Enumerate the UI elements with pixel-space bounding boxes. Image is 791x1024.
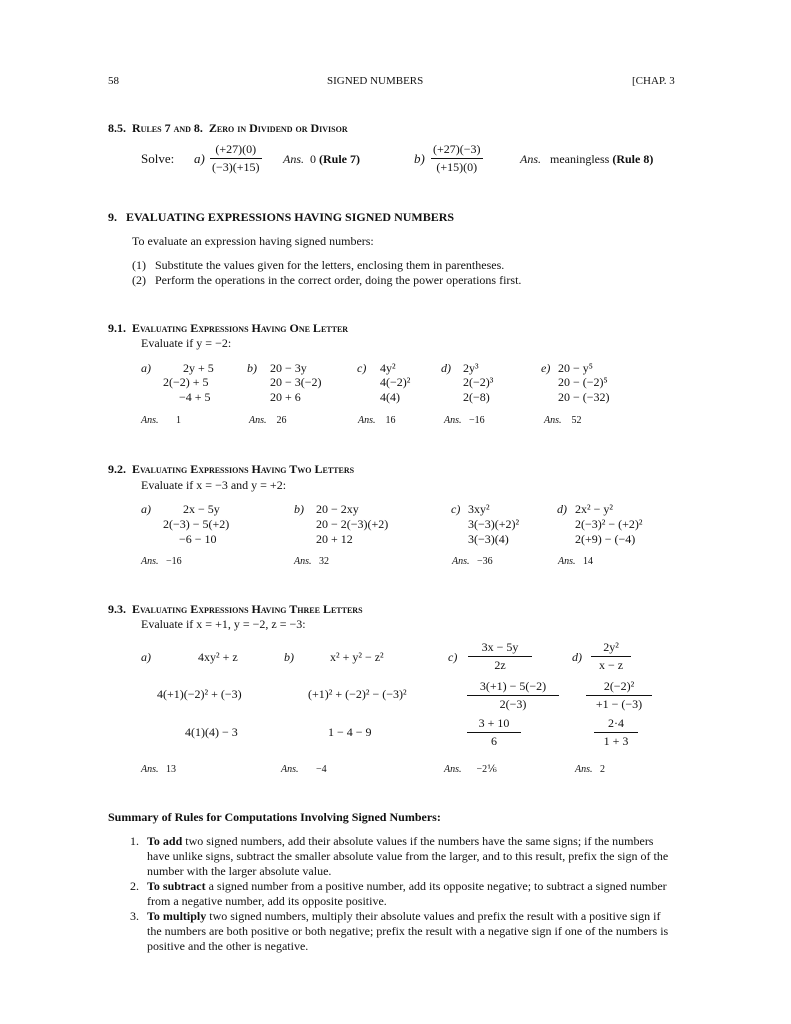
expr-line-3: 2(+9) − (−4)	[575, 532, 636, 546]
answer: Ans. 26	[249, 415, 287, 426]
expr-line-3: 1 − 4 − 9	[328, 725, 372, 739]
expr-line-2: 20 − 2(−3)(+2)	[316, 517, 389, 531]
expr-line-1: 2y³	[463, 361, 479, 375]
expr-line-1: 20 − 2xy	[316, 502, 359, 516]
expr-line-2: (+1)² + (−2)² − (−3)²	[308, 687, 407, 701]
fraction-d2: $\frac{\text{2(−2)²}}{+1 - (-3)}$	[586, 679, 652, 712]
expr-line-1: 20 − 3y	[270, 361, 307, 375]
expr-line-1: 20 − y⁵	[558, 361, 593, 375]
running-title: SIGNED NUMBERS	[327, 75, 424, 87]
answer: Ans. 14	[558, 556, 593, 567]
expr-line-2: 4(+1)(−2)² + (−3)	[157, 687, 242, 701]
fraction-d3: $\frac{2\cdot 4}{1 + 3}$	[594, 716, 638, 749]
expr-line-1: 2x² − y²	[575, 502, 613, 516]
section-8-5-heading	[108, 121, 348, 136]
answer: Ans. 13	[141, 764, 176, 775]
page-number: 58	[108, 75, 119, 87]
answer-a: Ans. 0 (Rule 7)	[283, 152, 360, 166]
section-number: 8.5.	[108, 121, 126, 135]
expr-line-3: 20 + 12	[316, 532, 353, 546]
fraction-c1: $\frac{3x - 5y}{2z}$	[468, 640, 532, 673]
fraction-d1: $\frac{\text{2y²}}{x - z}$	[591, 640, 631, 673]
given-values: Evaluate if x = −3 and y = +2:	[141, 478, 287, 492]
fraction-denominator: (−3)(+15)	[212, 160, 260, 174]
answer: Ans. −36	[452, 556, 493, 567]
solve-label: Solve:	[141, 151, 175, 166]
label-b: b)	[284, 650, 294, 664]
answer: Ans. 16	[358, 415, 396, 426]
step-2: (2) Perform the operations in the correct order, doing the power operations first.	[132, 273, 522, 287]
expr-line-2: 2(−3)² − (+2)²	[575, 517, 643, 531]
expr-line-2: 3(−3)(+2)²	[468, 517, 520, 531]
label-d: d)	[557, 502, 567, 516]
chapter-label: [CHAP. 3	[632, 75, 675, 87]
part-b-label: b)	[414, 151, 425, 166]
expr-line-3: 20 + 6	[270, 390, 301, 404]
intro-text: To evaluate an expression having signed numbers:	[132, 234, 374, 248]
summary-rules	[130, 834, 675, 954]
answer: Ans. −2⅙	[444, 764, 497, 775]
section-9-1-heading: 9.1. Evaluating Expressions Having One Letter	[108, 321, 349, 335]
expr-line-1: 3xy²	[468, 502, 490, 516]
expr-line-1: 2x − 5y	[183, 502, 220, 516]
label-e: e)	[541, 361, 551, 375]
rule-item: 3. To multiply two signed numbers, multiply their absolute values and prefix the result with a positive sign if the numbers are both positive or both negative; prefix the result with a negative sign if one of the numbers is positive and the other is negative.	[130, 909, 669, 953]
expr-line-3: 20 − (−32)	[558, 390, 610, 404]
expr-line-2: 2(−2) + 5	[163, 375, 209, 389]
answer-b: Ans. meaningless (Rule 8)	[520, 152, 654, 166]
expr-line-1: 2y + 5	[183, 361, 214, 375]
section-9-heading: 9. EVALUATING EXPRESSIONS HAVING SIGNED NUMBERS	[108, 210, 455, 224]
answer: Ans. −16	[141, 556, 182, 567]
expr-line-3: −6 − 10	[179, 532, 217, 546]
expr-line-1: 4xy² + z	[198, 650, 238, 664]
expr-line-1: 4y²	[380, 361, 396, 375]
answer: Ans. 32	[294, 556, 329, 567]
label-b: b)	[247, 361, 257, 375]
section-9-3-heading: 9.3. Evaluating Expressions Having Three Letters	[108, 602, 363, 616]
expr-line-3: 4(4)	[380, 390, 400, 404]
rule-item: 1. To add two signed numbers, add their absolute values if the numbers have the same signs; if the numbers have unlike signs, subtract the smaller absolute value from the larger, and to this result, prefix the sign of the number with the larger absolute value.	[130, 834, 669, 878]
label-d: d)	[441, 361, 451, 375]
expr-line-2: 20 − 3(−2)	[270, 375, 322, 389]
expr-line-2: 20 − (−2)⁵	[558, 375, 608, 389]
label-c: c)	[357, 361, 367, 375]
answer: Ans. 52	[544, 415, 582, 426]
answer: Ans. −4	[281, 764, 327, 775]
label-a: a)	[141, 361, 151, 375]
label-b: b)	[294, 502, 304, 516]
expr-line-1: x² + y² − z²	[330, 650, 384, 664]
answer: Ans. 2	[575, 764, 605, 775]
fraction-b	[431, 142, 483, 175]
label-c: c)	[448, 650, 458, 664]
answer: Ans. −16	[444, 415, 485, 426]
fraction-a	[210, 142, 262, 175]
expr-line-3: 4(1)(4) − 3	[185, 725, 238, 739]
section-title: Rules 7 and 8.	[132, 121, 203, 135]
fraction-numerator: (+27)(0)	[215, 142, 257, 156]
expr-line-2: 2(−3) − 5(+2)	[163, 517, 230, 531]
rule-item: 2. To subtract a signed number from a positive number, add its opposite negative; to subtract a signed number from a negative number, add its opposite positive.	[130, 879, 667, 908]
fraction-c3: $\frac{3 + 10}{6}$	[467, 716, 521, 749]
answer: Ans. 1	[141, 415, 181, 426]
part-a-label: a)	[194, 151, 205, 166]
label-d: d)	[572, 650, 582, 664]
section-title-2: Zero in Dividend or Divisor	[208, 121, 348, 135]
label-a: a)	[141, 650, 151, 664]
step-1: (1) Substitute the values given for the letters, enclosing them in parentheses.	[132, 258, 505, 272]
fraction-numerator: (+27)(−3)	[433, 142, 481, 156]
section-9-2-heading: 9.2. Evaluating Expressions Having Two Letters	[108, 462, 355, 476]
fraction-c2: $\frac{3(+1) - 5(-2)}{2(-3)}$	[467, 679, 559, 712]
expr-line-3: 2(−8)	[463, 390, 490, 404]
expr-line-3: 3(−3)(4)	[468, 532, 509, 546]
label-c: c)	[451, 502, 461, 516]
given-values: Evaluate if y = −2:	[141, 336, 232, 350]
fraction-denominator: (+15)(0)	[431, 158, 483, 175]
label-a: a)	[141, 502, 151, 516]
expr-line-3: −4 + 5	[179, 390, 211, 404]
expr-line-2: 2(−2)³	[463, 375, 494, 389]
summary-title: Summary of Rules for Computations Involving Signed Numbers:	[108, 810, 441, 824]
given-values: Evaluate if x = +1, y = −2, z = −3:	[141, 617, 306, 631]
expr-line-2: 4(−2)²	[380, 375, 411, 389]
